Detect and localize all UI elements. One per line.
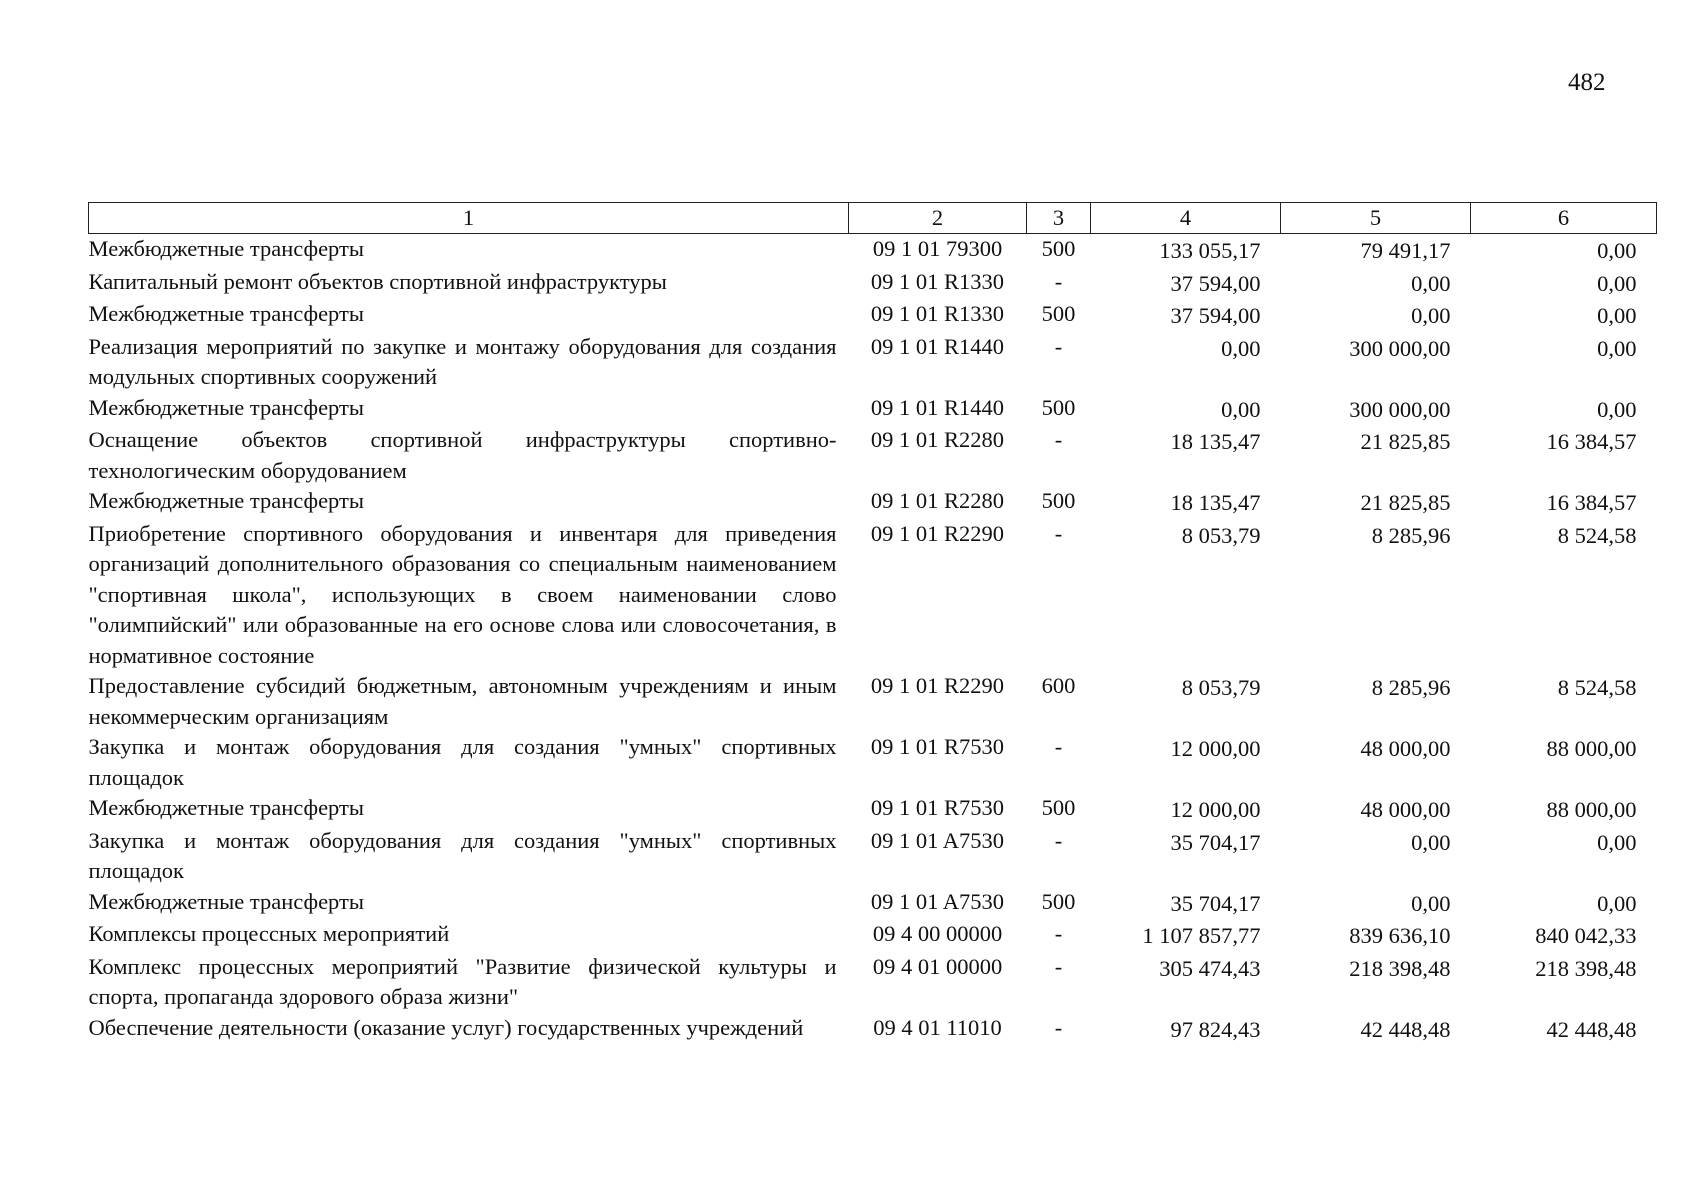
row-expense-type: - — [1054, 1014, 1063, 1040]
row-name: Реализация мероприятий по закупке и монтажу оборудования для создания модульных спортивных сооружений — [88, 333, 837, 389]
row-expense-type: - — [1054, 268, 1063, 294]
row-expense-type: 600 — [1041, 673, 1076, 698]
row-name: Приобретение спортивного оборудования и инвентаря для приведения организаций дополнительного образования со специальным наименованием "спортивная школа", использующих в своем наименовании слово "олимпийский" или образованные на его основе слова или словосочетания, в нормативное состояние — [88, 520, 837, 668]
row-value-col5: 0,00 — [1411, 270, 1451, 296]
row-code: 09 1 01 R1440 — [870, 394, 1005, 420]
row-code: 09 1 01 R2280 — [870, 427, 1005, 452]
row-expense-type: - — [1054, 827, 1063, 853]
row-value-col5: 0,00 — [1411, 890, 1451, 916]
row-value-col4: 0,00 — [1221, 335, 1261, 361]
table-row — [89, 234, 1657, 267]
page-number: 482 — [1568, 69, 1606, 96]
budget-table — [88, 202, 1657, 1045]
row-name: Комплексы процессных мероприятий — [88, 921, 450, 946]
table-row — [89, 393, 1657, 426]
row-value-col4: 12 000,00 — [1170, 736, 1261, 761]
row-value-col5: 0,00 — [1411, 303, 1451, 328]
row-value-col4: 12 000,00 — [1170, 797, 1261, 822]
row-value-col4: 18 135,47 — [1170, 490, 1261, 515]
column-header: 5 — [1281, 203, 1471, 234]
row-value-col6: 0,00 — [1597, 890, 1637, 916]
row-value-col6: 0,00 — [1597, 238, 1637, 263]
row-name: Межбюджетные трансферты — [88, 795, 364, 820]
row-name: Комплекс процессных мероприятий "Развитие физической культуры и спорта, пропаганда здорового образа жизни" — [88, 953, 837, 1009]
table-row — [89, 486, 1657, 519]
row-value-col4: 8 053,79 — [1181, 675, 1261, 700]
row-value-col5: 42 448,48 — [1360, 1016, 1451, 1042]
row-code: 09 1 01 R1440 — [870, 333, 1005, 359]
row-expense-type: - — [1054, 333, 1063, 359]
row-value-col6: 88 000,00 — [1546, 736, 1637, 761]
table-row — [89, 425, 1657, 486]
row-value-col5: 218 398,48 — [1349, 955, 1451, 981]
row-value-col6: 8 524,58 — [1557, 522, 1637, 548]
row-value-col4: 35 704,17 — [1170, 890, 1261, 916]
row-expense-type: 500 — [1041, 236, 1076, 261]
row-expense-type: - — [1054, 520, 1063, 546]
row-code: 09 4 00 00000 — [872, 921, 1003, 946]
table-body — [89, 234, 1657, 1046]
row-value-col5: 8 285,96 — [1371, 522, 1451, 548]
row-code: 09 1 01 A7530 — [870, 888, 1005, 914]
row-value-col4: 133 055,17 — [1159, 238, 1261, 263]
table-header — [89, 203, 1657, 234]
table-row — [89, 732, 1657, 793]
table-row — [89, 793, 1657, 826]
table-row — [89, 887, 1657, 920]
row-code: 09 4 01 11010 — [873, 1014, 1002, 1040]
column-header: 1 — [89, 203, 849, 234]
row-value-col5: 0,00 — [1411, 829, 1451, 855]
row-value-col5: 48 000,00 — [1360, 797, 1451, 822]
row-value-col6: 0,00 — [1597, 829, 1637, 855]
row-code: 09 1 01 R1330 — [870, 268, 1005, 294]
row-code: 09 1 01 R7530 — [870, 734, 1005, 759]
row-value-col6: 16 384,57 — [1546, 429, 1637, 454]
table-row — [89, 952, 1657, 1013]
row-value-col4: 8 053,79 — [1181, 522, 1261, 548]
row-value-col4: 37 594,00 — [1170, 270, 1261, 296]
row-value-col6: 0,00 — [1597, 270, 1637, 296]
row-value-col5: 21 825,85 — [1360, 429, 1451, 454]
row-code: 09 1 01 79300 — [872, 236, 1003, 261]
row-value-col6: 840 042,33 — [1535, 923, 1637, 948]
row-value-col5: 21 825,85 — [1360, 490, 1451, 515]
row-value-col6: 0,00 — [1597, 335, 1637, 361]
row-value-col4: 0,00 — [1221, 396, 1261, 422]
row-code: 09 1 01 R2280 — [870, 488, 1005, 513]
table-row — [89, 332, 1657, 393]
column-header: 6 — [1471, 203, 1657, 234]
table-row — [89, 826, 1657, 887]
row-code: 09 4 01 00000 — [872, 953, 1003, 979]
row-name: Межбюджетные трансферты — [88, 888, 364, 914]
table-row — [89, 519, 1657, 672]
row-value-col5: 8 285,96 — [1371, 675, 1451, 700]
row-code: 09 1 01 R2290 — [870, 520, 1005, 546]
row-expense-type: - — [1054, 427, 1063, 452]
row-value-col4: 97 824,43 — [1170, 1016, 1261, 1042]
row-expense-type: 500 — [1041, 795, 1076, 820]
row-value-col5: 79 491,17 — [1360, 238, 1451, 263]
row-expense-type: 500 — [1041, 888, 1076, 914]
table-row — [89, 671, 1657, 732]
row-name: Закупка и монтаж оборудования для создания "умных" спортивных площадок — [88, 827, 837, 883]
row-name: Предоставление субсидий бюджетным, автономным учреждениям и иным некоммерческим организациям — [88, 673, 837, 729]
row-value-col4: 1 107 857,77 — [1142, 923, 1261, 948]
row-name: Оснащение объектов спортивной инфраструктуры спортивно-технологическим оборудованием — [88, 427, 837, 483]
row-name: Межбюджетные трансферты — [88, 301, 364, 326]
row-value-col6: 42 448,48 — [1546, 1016, 1637, 1042]
table-row — [89, 919, 1657, 952]
row-value-col4: 37 594,00 — [1170, 303, 1261, 328]
row-code: 09 1 01 A7530 — [870, 827, 1005, 853]
row-expense-type: - — [1054, 734, 1063, 759]
row-name: Межбюджетные трансферты — [88, 236, 364, 261]
row-value-col5: 300 000,00 — [1349, 335, 1451, 361]
row-value-col4: 305 474,43 — [1159, 955, 1261, 981]
row-value-col6: 0,00 — [1597, 303, 1637, 328]
row-name: Межбюджетные трансферты — [88, 394, 364, 420]
row-name: Межбюджетные трансферты — [88, 488, 364, 513]
table-row — [89, 299, 1657, 332]
row-value-col6: 88 000,00 — [1546, 797, 1637, 822]
row-expense-type: 500 — [1041, 488, 1076, 513]
row-name: Обеспечение деятельности (оказание услуг) государственных учреждений — [88, 1014, 804, 1040]
row-value-col6: 8 524,58 — [1557, 675, 1637, 700]
row-expense-type: - — [1054, 921, 1063, 946]
row-value-col5: 48 000,00 — [1360, 736, 1451, 761]
row-value-col6: 0,00 — [1597, 396, 1637, 422]
row-value-col4: 18 135,47 — [1170, 429, 1261, 454]
row-expense-type: 500 — [1041, 301, 1076, 326]
row-value-col5: 300 000,00 — [1349, 396, 1451, 422]
header-row — [89, 203, 1657, 234]
row-code: 09 1 01 R2290 — [870, 673, 1005, 698]
row-expense-type: 500 — [1041, 394, 1076, 420]
row-value-col6: 218 398,48 — [1535, 955, 1637, 981]
row-expense-type: - — [1054, 953, 1063, 979]
row-value-col4: 35 704,17 — [1170, 829, 1261, 855]
row-name: Капитальный ремонт объектов спортивной инфраструктуры — [88, 268, 667, 294]
row-code: 09 1 01 R1330 — [870, 301, 1005, 326]
column-header: 3 — [1027, 203, 1091, 234]
column-header: 4 — [1091, 203, 1281, 234]
table-row — [89, 1013, 1657, 1046]
row-name: Закупка и монтаж оборудования для создания "умных" спортивных площадок — [88, 734, 837, 790]
row-value-col6: 16 384,57 — [1546, 490, 1637, 515]
row-code: 09 1 01 R7530 — [870, 795, 1005, 820]
table-row — [89, 267, 1657, 300]
row-value-col5: 839 636,10 — [1349, 923, 1451, 948]
column-header: 2 — [849, 203, 1027, 234]
